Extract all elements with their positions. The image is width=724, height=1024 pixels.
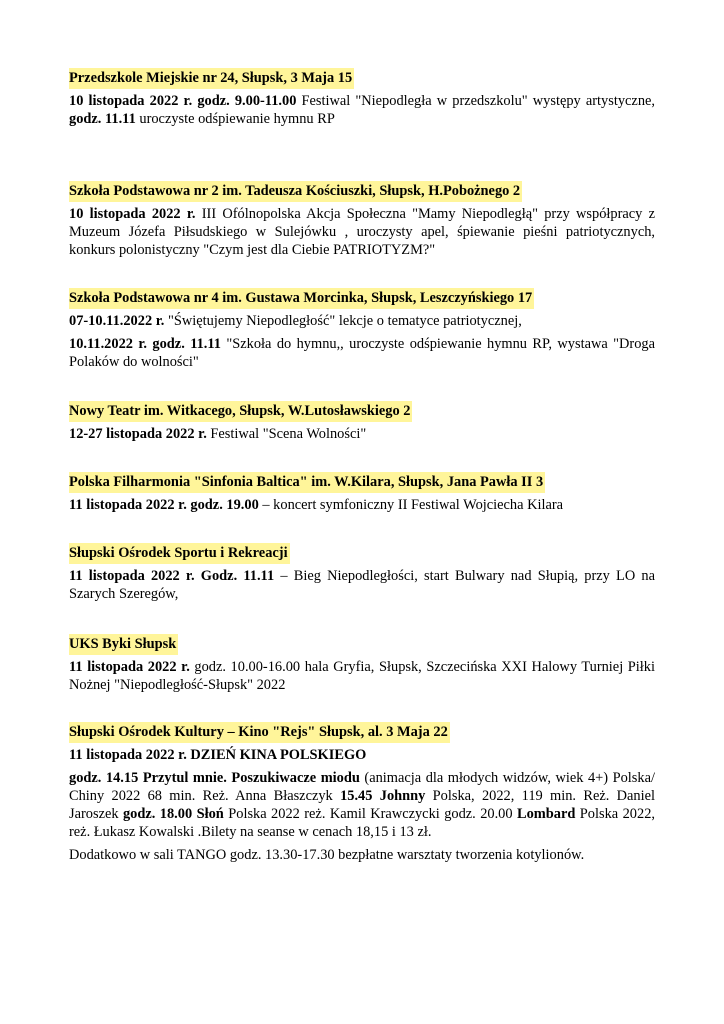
- section-sp-4: [69, 288, 655, 371]
- event-text: Dodatkowo w sali TANGO godz. 13.30-17.30 bezpłatne warsztaty tworzenia kotylionów.: [69, 847, 585, 863]
- screening-title: godz. 14.15 Przytul mnie. Poszukiwacze miodu: [69, 770, 360, 786]
- event-paragraph: [69, 746, 655, 764]
- event-time: godz. 11.11: [69, 111, 136, 127]
- event-text: "Szkoła do hymnu,, uroczyste odśpiewanie hymnu RP, wystawa "Droga Polaków do wolności": [69, 336, 655, 370]
- event-paragraph: [69, 658, 655, 694]
- event-text: "Świętujemy Niepodległość" lekcje o tematyce patriotycznej,: [164, 313, 522, 329]
- event-text: III Ofólnopolska Akcja Społeczna "Mamy Niepodległą" przy współpracy z Muzeum Józefa Piłsudskiego w Sulejówku , uroczysty apel, śpiewanie pieśni patriotycznych, konkurs polonistyczny "Czym jest dla Ciebie PATRIOTYZM?": [69, 206, 655, 258]
- event-date: 11 listopada 2022 r.: [69, 659, 190, 675]
- event-date: 10 listopada 2022 r. godz. 9.00-11.00: [69, 93, 297, 109]
- event-date: 10.11.2022 r. godz. 11.11: [69, 336, 221, 352]
- event-date: 12-27 listopada 2022 r.: [69, 426, 207, 442]
- screening-title: godz. 18.00 Słoń: [122, 806, 224, 822]
- section-filharmonia: [69, 472, 655, 514]
- section-heading: Nowy Teatr im. Witkacego, Słupsk, W.Lutosławskiego 2: [69, 401, 412, 422]
- section-heading: Słupski Ośrodek Kultury – Kino "Rejs" Słupsk, al. 3 Maja 22: [69, 722, 450, 743]
- event-paragraph: [69, 92, 655, 128]
- section-przedszkole-24: [69, 68, 655, 128]
- event-text: – koncert symfoniczny II Festiwal Wojciecha Kilara: [258, 497, 564, 513]
- screening-title: Lombard: [517, 806, 576, 822]
- event-text: Polska 2022, reż. Łukasz Kowalski .Bilety na seanse w cenach 18,15 i 13 zł.: [69, 806, 655, 840]
- event-paragraph: [69, 425, 655, 443]
- event-paragraph: [69, 205, 655, 259]
- section-uks-byki: [69, 634, 655, 694]
- section-heading: Polska Filharmonia "Sinfonia Baltica" im. W.Kilara, Słupsk, Jana Pawła II 3: [69, 472, 545, 493]
- event-text: godz. 10.00-16.00 hala Gryfia, Słupsk, Szczecińska XXI Halowy Turniej Piłki Nożnej "Niepodległość-Słupsk" 2022: [69, 659, 655, 693]
- section-heading: Szkoła Podstawowa nr 4 im. Gustawa Morcinka, Słupsk, Leszczyńskiego 17: [69, 288, 534, 309]
- event-paragraph: [69, 567, 655, 603]
- event-text: Festiwal "Niepodległa w przedszkolu" występy artystyczne,: [296, 93, 655, 109]
- event-date: 11 listopada 2022 r. Godz. 11.11: [69, 568, 275, 584]
- event-date: 11 listopada 2022 r. godz. 19.00: [69, 497, 259, 513]
- section-heading: Przedszkole Miejskie nr 24, Słupsk, 3 Maja 15: [69, 68, 354, 89]
- event-date: 07-10.11.2022 r.: [69, 313, 165, 329]
- event-text: Polska, 2022, 119 min. Reż. Daniel Jaroszek: [69, 788, 655, 822]
- event-paragraph: [69, 496, 655, 514]
- event-text: (animacja dla młodych widzów, wiek 4+) Polska/ Chiny 2022 68 min. Reż. Anna Błaszczyk: [69, 770, 655, 804]
- section-heading: UKS Byki Słupsk: [69, 634, 178, 655]
- event-text: uroczyste odśpiewanie hymnu RP: [135, 111, 335, 127]
- event-date: 11 listopada 2022 r. DZIEŃ KINA POLSKIEGO: [69, 747, 367, 763]
- event-date: 10 listopada 2022 r.: [69, 206, 196, 222]
- section-kino-rejs: [69, 722, 655, 864]
- event-paragraph: [69, 335, 655, 371]
- event-text: Festiwal "Scena Wolności": [206, 426, 367, 442]
- section-heading: Szkoła Podstawowa nr 2 im. Tadeusza Kościuszki, Słupsk, H.Pobożnego 2: [69, 181, 522, 202]
- event-text: Polska 2022 reż. Kamil Krawczycki godz. 20.00: [223, 806, 517, 822]
- section-heading: Słupski Ośrodek Sportu i Rekreacji: [69, 543, 290, 564]
- section-nowy-teatr: [69, 401, 655, 443]
- section-osir: [69, 543, 655, 603]
- screening-title: 15.45 Johnny: [340, 788, 426, 804]
- section-sp-2: [69, 181, 655, 259]
- event-paragraph: [69, 846, 655, 864]
- event-paragraph: [69, 312, 655, 330]
- event-paragraph: [69, 769, 655, 841]
- event-text: – Bieg Niepodległości, start Bulwary nad Słupią, przy LO na Szarych Szeregów,: [69, 568, 655, 602]
